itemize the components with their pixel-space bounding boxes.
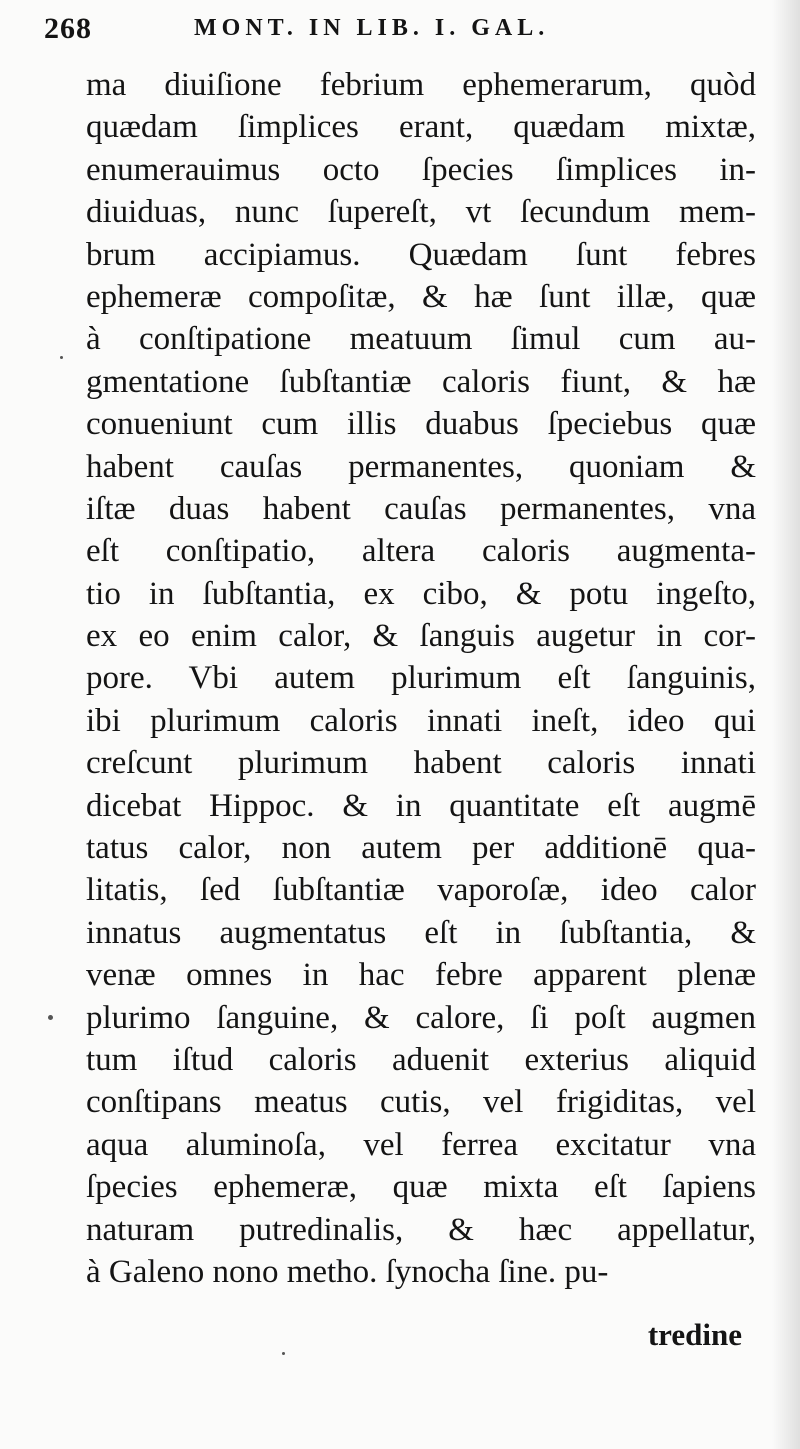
text-line: venæ omnes in hac febre apparent plenæ xyxy=(86,957,756,994)
text-line: litatis, ſed ſubſtantiæ vaporoſæ, ideo calor xyxy=(86,872,756,909)
text-line: innatus augmentatus eſt in ſubſtantia, & xyxy=(86,914,756,951)
ink-speck xyxy=(60,356,63,359)
text-line: conſtipans meatus cutis, vel frigiditas, vel xyxy=(86,1084,756,1121)
text-line: creſcunt plurimum habent caloris innati xyxy=(86,745,756,782)
page-edge-shadow xyxy=(772,0,800,1449)
text-line: ſpecies ephemeræ, quæ mixta eſt ſapiens xyxy=(86,1169,756,1206)
page-number: 268 xyxy=(44,12,92,45)
text-line: habent cauſas permanentes, quoniam & xyxy=(86,448,756,485)
text-line: diuiduas, nunc ſupereſt, vt ſecundum mem- xyxy=(86,194,756,231)
text-line: ex eo enim calor, & ſanguis augetur in cor- xyxy=(86,618,756,655)
catchword: tredine xyxy=(647,1317,742,1352)
text-line: tio in ſubſtantia, ex cibo, & potu ingeſto, xyxy=(86,575,756,612)
text-line: brum accipiamus. Quædam ſunt febres xyxy=(86,236,756,273)
text-line: conueniunt cum illis duabus ſpeciebus quæ xyxy=(86,406,756,443)
text-line: dicebat Hippoc. & in quantitate eſt augmē xyxy=(86,787,756,824)
text-line: ma diuiſione febrium ephemerarum, quòd xyxy=(86,67,756,103)
page-header xyxy=(44,12,684,52)
text-line: plurimo ſanguine, & calore, ſi poſt augmen xyxy=(86,999,756,1036)
text-line: iſtæ duas habent cauſas permanentes, vna xyxy=(86,490,756,527)
running-head: MONT. IN LIB. I. GAL. xyxy=(194,15,550,41)
text-line: aqua aluminoſa, vel ferrea excitatur vna xyxy=(86,1126,756,1163)
text-line: à conſtipatione meatuum ſimul cum au- xyxy=(86,321,756,358)
text-line: naturam putredinalis, & hæc appellatur, xyxy=(86,1211,756,1248)
text-line: ibi plurimum caloris innati ineſt, ideo qui xyxy=(86,702,756,739)
text-line: tum iſtud caloris aduenit exterius aliquid xyxy=(86,1041,756,1078)
text-line: ephemeræ compoſitæ, & hæ ſunt illæ, quæ xyxy=(86,278,756,315)
text-line: enumerauimus octo ſpecies ſimplices in- xyxy=(86,151,756,188)
body-text xyxy=(86,64,756,1293)
text-line: pore. Vbi autem plurimum eſt ſanguinis, xyxy=(86,660,756,697)
text-line: quædam ſimplices erant, quædam mixtæ, xyxy=(86,109,756,146)
text-line: à Galeno nono metho. ſynocha ſine. pu- xyxy=(86,1253,609,1290)
text-line: gmentatione ſubſtantiæ caloris fiunt, & hæ xyxy=(86,363,756,400)
ink-speck xyxy=(282,1352,285,1355)
ink-speck xyxy=(48,1015,53,1020)
text-line: eſt conſtipatio, altera caloris augmenta- xyxy=(86,533,756,570)
text-line: tatus calor, non autem per additionē qua- xyxy=(86,830,756,867)
